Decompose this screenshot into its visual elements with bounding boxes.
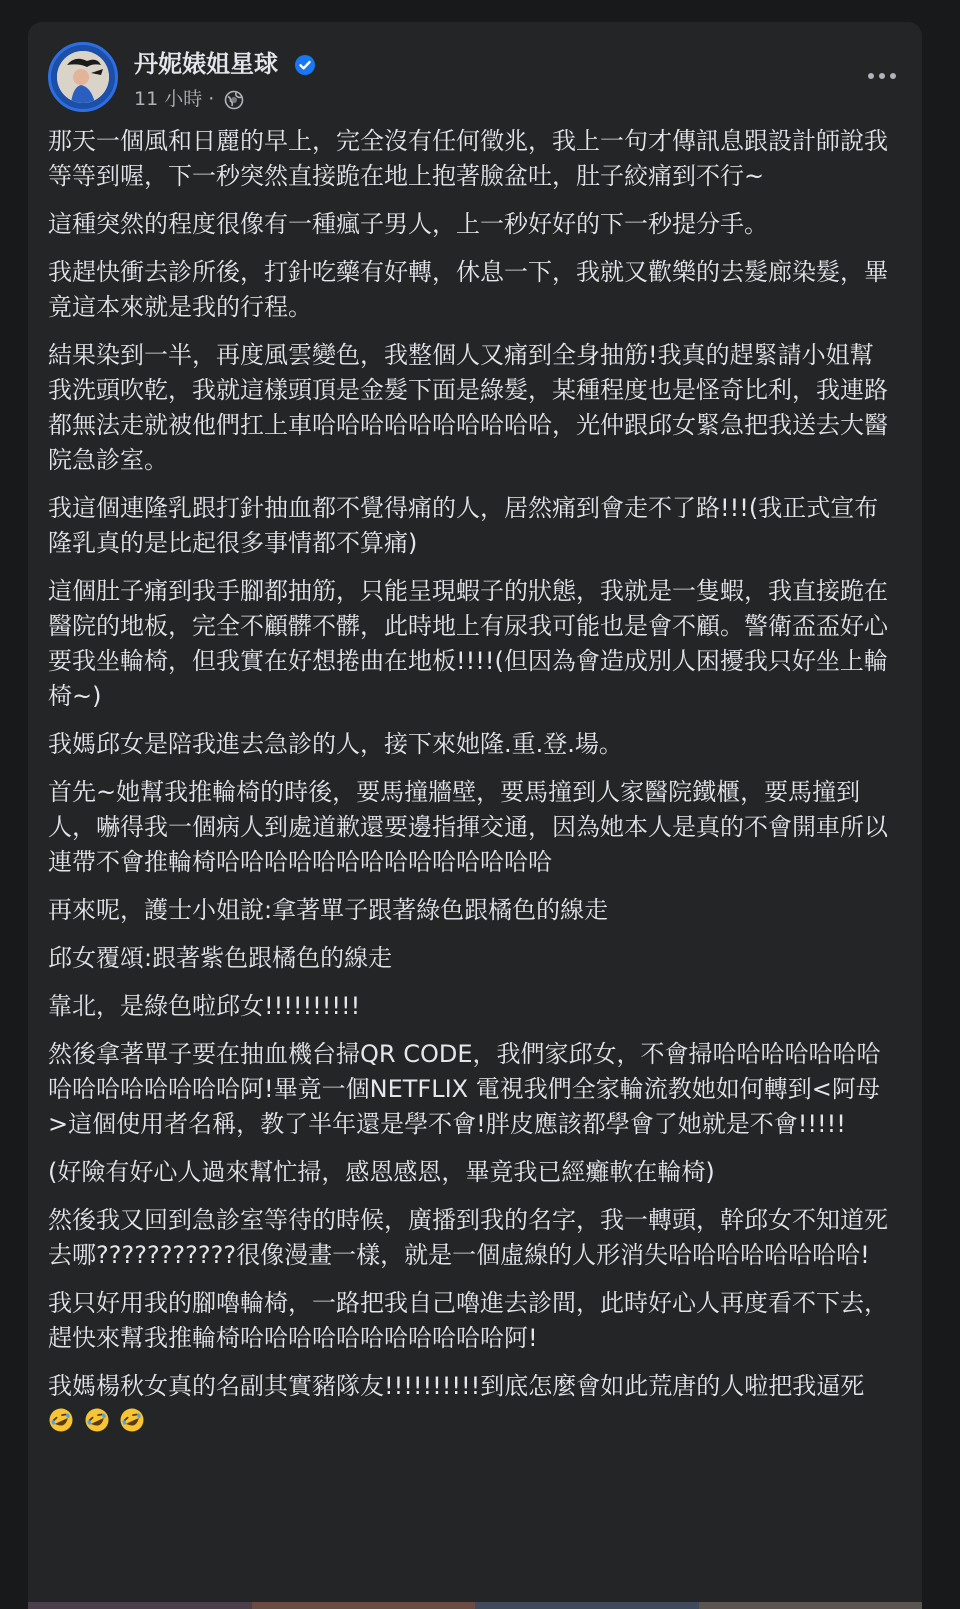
paragraph: 靠北，是綠色啦邱女!!!!!!!!!! xyxy=(48,992,361,1020)
rolling-on-floor-laughing-emoji-icon xyxy=(119,1407,145,1433)
paragraph: 邱女覆頌:跟著紫色跟橘色的線走 xyxy=(48,944,393,972)
verified-badge-icon xyxy=(294,54,316,76)
page-name[interactable] xyxy=(134,44,316,79)
avatar-figure-icon xyxy=(57,51,109,103)
paragraph: 這個肚子痛到我手腳都抽筋，只能呈現蝦子的狀態，我就是一隻蝦，我直接跪在醫院的地板，完全不顧髒不髒，此時地上有尿我可能也是會不顧。警衛盃盃好心要我坐輪椅，但我實在好想捲曲在地板!!!!(但因為會造成別人困擾我只好坐上輪椅~) xyxy=(48,577,888,710)
avatar-image xyxy=(57,51,109,103)
paragraph: 首先~她幫我推輪椅的時後，要馬撞牆壁，要馬撞到人家醫院鐵櫃，要馬撞到人，嚇得我一個病人到處道歉還要邊指揮交通，因為她本人是真的不會開車所以連帶不會推輪椅哈哈哈哈哈哈哈哈哈哈哈哈哈哈 xyxy=(48,778,888,876)
paragraph: (好險有好心人過來幫忙掃，感恩感恩，畢竟我已經癱軟在輪椅) xyxy=(48,1158,715,1186)
attached-photos-preview[interactable] xyxy=(28,1602,922,1609)
more-options-icon xyxy=(867,72,897,80)
emoji-group xyxy=(48,1407,147,1443)
paragraph: 我只好用我的腳嚕輪椅，一路把我自己嚕進去診間，此時好心人再度看不下去，趕快來幫我推輪椅哈哈哈哈哈哈哈哈哈哈哈阿! xyxy=(48,1289,888,1352)
paragraph: 結果染到一半，再度風雲變色，我整個人又痛到全身抽筋!我真的趕緊請小姐幫我洗頭吹乾，我就這樣頭頂是金髮下面是綠髮，某種程度也是怪奇比利，我連路都無法走就被他們扛上車哈哈哈哈哈哈哈哈哈哈，光仲跟邱女緊急把我送去大醫院急診室。 xyxy=(48,341,888,474)
paragraph: 然後我又回到急診室等待的時候，廣播到我的名字，我一轉頭，幹邱女不知道死去哪???????????很像漫畫一樣，就是一個虛線的人形消失哈哈哈哈哈哈哈哈! xyxy=(48,1206,888,1269)
paragraph: 然後拿著單子要在抽血機台掃QR CODE，我們家邱女，不會掃哈哈哈哈哈哈哈哈哈哈哈哈哈哈哈阿!畢竟一個NETFLIX 電視我們全家輪流教她如何轉到<阿母>這個使用者名稱，教了半年還是學不會!胖皮應該都學會了她就是不會!!!!! xyxy=(48,1040,881,1138)
photo-thumbnail[interactable] xyxy=(252,1602,476,1609)
post-header xyxy=(48,42,902,114)
paragraph: 再來呢，護士小姐說:拿著單子跟著綠色跟橘色的線走 xyxy=(48,896,609,924)
photo-thumbnail[interactable] xyxy=(475,1602,699,1609)
meta-separator: · xyxy=(208,88,215,110)
post-timestamp[interactable]: 11 小時 xyxy=(134,88,203,110)
paragraph: 那天一個風和日麗的早上，完全沒有任何徵兆，我上一句才傳訊息跟設計師說我等等到喔，下一秒突然直接跪在地上抱著臉盆吐，肚子絞痛到不行~ xyxy=(48,127,888,190)
post-meta xyxy=(134,84,244,111)
page-avatar[interactable] xyxy=(48,42,118,112)
post-card xyxy=(28,22,922,1609)
photo-thumbnail[interactable] xyxy=(28,1602,252,1609)
more-options-button[interactable] xyxy=(862,56,902,96)
globe-icon[interactable] xyxy=(224,90,244,110)
post-body xyxy=(48,124,888,1456)
rolling-on-floor-laughing-emoji-icon xyxy=(84,1407,110,1433)
paragraph: 這種突然的程度很像有一種瘋子男人，上一秒好好的下一秒提分手。 xyxy=(48,210,768,238)
paragraph: 我媽邱女是陪我進去急診的人，接下來她隆.重.登.場。 xyxy=(48,730,623,758)
photo-thumbnail[interactable] xyxy=(699,1602,923,1609)
last-paragraph-text: 我媽楊秋女真的名副其實豬隊友!!!!!!!!!!到底怎麼會如此荒唐的人啦把我逼死 xyxy=(48,1372,865,1400)
paragraph: 我趕快衝去診所後，打針吃藥有好轉，休息一下，我就又歡樂的去髮廊染髮，畢竟這本來就是我的行程。 xyxy=(48,258,888,321)
last-paragraph xyxy=(48,1369,888,1443)
paragraph: 我這個連隆乳跟打針抽血都不覺得痛的人，居然痛到會走不了路!!!(我正式宣布隆乳真的是比起很多事情都不算痛) xyxy=(48,494,879,557)
page-name-text[interactable]: 丹妮婊姐星球 xyxy=(134,50,278,78)
rolling-on-floor-laughing-emoji-icon xyxy=(48,1407,74,1433)
